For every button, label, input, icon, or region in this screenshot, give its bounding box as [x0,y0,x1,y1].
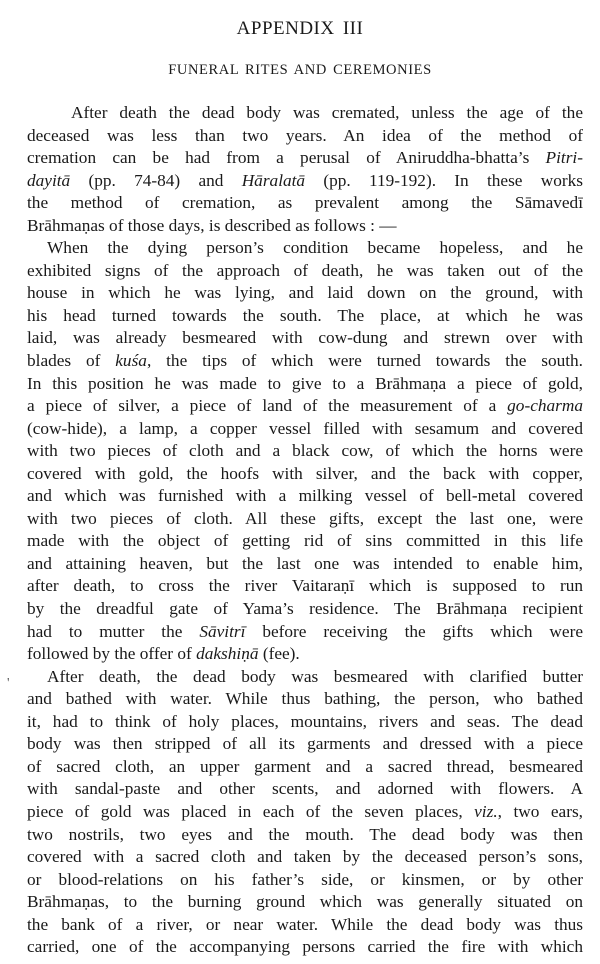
text-segment: , two ears, [497,801,583,821]
text-line [27,643,583,666]
text-line [27,553,583,576]
text-line [27,530,583,553]
margin-mark: ' [7,676,10,691]
text-segment: body was then stripped of all its garments and dressed with a piece [27,734,583,754]
section-title: FUNERAL RITES AND CEREMONIES [168,62,432,78]
text-line [27,508,583,531]
text-line [27,373,583,396]
text-line [27,463,583,486]
text-segment: of sacred cloth, an upper garment and a sacred thread, besmeared [27,756,583,776]
text-segment: After death, the dead body was besmeared with clarified butter [47,666,583,686]
text-line [27,914,583,937]
text-segment: laid, was already besmeared with cow-dung and strewn over with [27,328,583,348]
text-line [27,418,583,441]
text-line [27,282,583,305]
text-segment: covered with gold, the hoofs with silver, and the back with copper, [27,463,583,483]
text-line [27,621,583,644]
italic-term: go-charma [507,396,583,416]
text-segment: blades of [27,351,116,371]
text-line [27,395,583,418]
text-line [27,350,583,373]
text-segment: with two pieces of cloth and a black cow, of which the horns were [27,441,583,461]
text-line [27,327,583,350]
text-segment: followed by the offer of [27,644,197,664]
text-segment: and bathed with water. While thus bathing, the person, who bathed [27,689,583,709]
text-line [27,801,583,824]
text-line [27,575,583,598]
text-segment: and attaining heaven, but the last one was intended to enable him, [27,553,583,573]
appendix-title: APPENDIX III [236,18,364,39]
text-segment: Brāhmaṇas, to the burning ground which was generally situated on [27,892,583,912]
text-segment: (fee). [258,644,300,664]
text-segment: (cow-hide), a lamp, a copper vessel filled with sesamum and covered [27,418,583,438]
text-segment: with sandal-paste and other scents, and adorned with flowers. A [27,779,583,799]
text-segment: covered with a sacred cloth and taken by the deceased person’s sons, [27,847,583,867]
text-segment: , the tips of which were turned towards the south. [146,351,583,371]
italic-term: dakshiṇā [196,644,259,664]
text-segment: or blood-relations on his father’s side, or kinsmen, or by other [27,869,583,889]
text-line [27,778,583,801]
text-segment: two nostrils, two eyes and the mouth. The dead body was then [27,824,583,844]
italic-term: dayitā [27,170,71,190]
text-segment: deceased was less than two years. An idea of the method of [27,125,583,145]
text-line [27,440,583,463]
text-segment: exhibited signs of the approach of death, he was taken out of the [27,260,583,280]
text-line [27,598,583,621]
italic-term: Pitri- [545,148,583,168]
text-segment: After death the dead body was cremated, unless the age of the [71,103,583,122]
text-line [27,125,583,148]
text-line [27,485,583,508]
text-line [27,891,583,914]
text-segment: carried, one of the accompanying persons carried the fire with which [27,937,583,957]
text-line [27,102,583,125]
italic-term: kuśa [115,351,147,371]
text-segment: When the dying person’s condition became hopeless, and he [47,238,583,258]
text-segment: before receiving the gifts which were [245,621,583,641]
text-segment: piece of gold was placed in each of the seven places, [27,801,475,821]
text-segment: house in which he was lying, and laid down on the ground, with [27,283,583,303]
italic-term: Sāvitrī [199,621,246,641]
text-segment: (pp. 74-84) and [70,170,242,190]
text-segment: by the dreadful gate of Yama’s residence. The Brāhmaṇa recipient [27,599,583,619]
text-line [27,147,583,170]
text-line [27,846,583,869]
italic-term: Hāralatā [241,170,306,190]
text-segment: had to mutter the [27,621,200,641]
italic-term: viz. [474,801,498,821]
text-line [27,666,583,689]
text-line [27,192,583,215]
text-segment: Brāhmaṇas of those days, is described as follows : — [27,215,397,235]
text-segment: made with the object of getting rid of sins committed in this life [27,531,583,551]
text-segment: and which was furnished with a milking vessel of bell-metal covered [27,486,583,506]
text-line [27,305,583,328]
text-line [27,260,583,283]
text-line [27,824,583,847]
text-line [27,711,583,734]
text-segment: with two pieces of cloth. All these gifts, except the last one, were [27,508,583,528]
text-segment: it, had to think of holy places, mountains, rivers and seas. The dead [27,711,583,731]
text-line [27,215,583,238]
text-line [27,733,583,756]
text-segment: after death, to cross the river Vaitaraṇī which is supposed to run [27,576,583,596]
text-line [27,237,583,260]
text-segment: the method of cremation, as prevalent among the Sāmavedī [27,193,583,213]
text-line [27,756,583,779]
text-segment: his head turned towards the south. The place, at which he was [27,305,583,325]
text-segment: cremation can be had from a perusal of Aniruddha-bhatta’s [27,148,546,168]
text-line [27,869,583,892]
text-segment: (pp. 119-192). In these works [305,170,583,190]
text-segment: a piece of silver, a piece of land of the measurement of a [27,396,508,416]
text-line [27,688,583,711]
body-text [27,102,583,959]
text-segment: the bank of a river, or near water. While the dead body was thus [27,914,583,934]
text-line [27,936,583,959]
text-segment: In this position he was made to give to a Brāhmaṇa a piece of gold, [27,373,583,393]
text-line [27,170,583,193]
